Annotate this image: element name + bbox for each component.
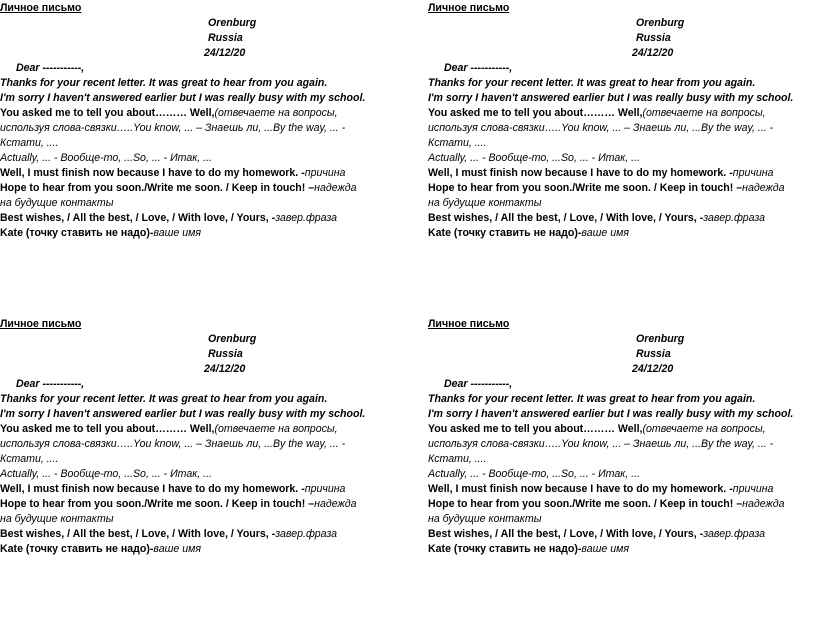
finish-text: Well, I must finish now because I have to do my homework. - (0, 483, 305, 495)
finish-hint: причина (304, 483, 346, 495)
hope-text: Hope to hear from you soon./Write me soon. / Keep in touch! – (0, 182, 315, 194)
greeting: Dear -----------, (16, 62, 85, 74)
hope-hint: надежда (314, 498, 357, 510)
name-hint: ваше имя (153, 543, 202, 555)
linkers-line: используя слова-связки…..You know, ... – Знаешь ли, ...By the way, ... - (0, 438, 346, 450)
name-hint: ваше имя (581, 227, 630, 239)
finish-hint: причина (732, 483, 774, 495)
finish-text: Well, I must finish now because I have to do my homework. - (0, 167, 305, 179)
linkers-line: используя слова-связки…..You know, ... – Знаешь ли, ...By the way, ... - (0, 122, 346, 134)
address-country: Russia (636, 348, 671, 360)
name-hint: ваше имя (153, 227, 202, 239)
finish-line (428, 166, 812, 181)
name-text: Kate (точку ставить не надо)- (428, 543, 582, 555)
thanks-line: Thanks for your recent letter. It was great to hear from you again. (0, 77, 328, 89)
greeting: Dear -----------, (444, 378, 513, 390)
hope-line (428, 181, 812, 196)
letter-template-card (0, 1, 384, 241)
letter-date: 24/12/20 (632, 363, 674, 375)
linkers-line: используя слова-связки…..You know, ... – Знаешь ли, ...By the way, ... - (428, 122, 774, 134)
name-line (0, 226, 384, 241)
sorry-line: I'm sorry I haven't answered earlier but I was really busy with my school. (428, 408, 794, 420)
letter-date: 24/12/20 (204, 363, 246, 375)
address-city: Orenburg (636, 333, 685, 345)
letter-template-card (428, 1, 812, 241)
letter-title: Личное письмо (0, 318, 82, 330)
asked-text: You asked me to tell you about……… Well, (0, 107, 215, 119)
address-country: Russia (208, 348, 243, 360)
linkers-line-2: Кстати, .... (0, 137, 59, 149)
asked-line (0, 106, 384, 121)
letter-template-card (0, 317, 384, 557)
letter-title: Личное письмо (0, 2, 82, 14)
letter-date: 24/12/20 (632, 47, 674, 59)
hope-line-2: на будущие контакты (428, 197, 542, 209)
sorry-line: I'm sorry I haven't answered earlier but I was really busy with my school. (428, 92, 794, 104)
hope-line (0, 497, 384, 512)
finish-line (428, 482, 812, 497)
wishes-line (428, 527, 812, 542)
hope-line (0, 181, 384, 196)
wishes-text: Best wishes, / All the best, / Love, / With love, / Yours, - (428, 528, 704, 540)
actually-line: Actually, ... - Вообще-то, ...So, ... - Итак, ... (0, 468, 212, 480)
wishes-text: Best wishes, / All the best, / Love, / With love, / Yours, - (0, 528, 276, 540)
linkers-line-2: Кстати, .... (428, 137, 487, 149)
asked-line (428, 422, 812, 437)
letter-title: Личное письмо (428, 318, 510, 330)
linkers-line-2: Кстати, .... (0, 453, 59, 465)
finish-hint: причина (304, 167, 346, 179)
asked-line (428, 106, 812, 121)
thanks-line: Thanks for your recent letter. It was great to hear from you again. (428, 393, 756, 405)
wishes-line (428, 211, 812, 226)
address-country: Russia (208, 32, 243, 44)
finish-hint: причина (732, 167, 774, 179)
name-hint: ваше имя (581, 543, 630, 555)
greeting: Dear -----------, (16, 378, 85, 390)
wishes-line (0, 211, 384, 226)
name-line (428, 542, 812, 557)
name-text: Kate (точку ставить не надо)- (0, 227, 154, 239)
address-country: Russia (636, 32, 671, 44)
hope-hint: надежда (742, 498, 785, 510)
hope-line-2: на будущие контакты (0, 513, 114, 525)
asked-line (0, 422, 384, 437)
actually-line: Actually, ... - Вообще-то, ...So, ... - Итак, ... (0, 152, 212, 164)
asked-hint: (отвечаете на вопросы, (642, 423, 766, 435)
wishes-text: Best wishes, / All the best, / Love, / With love, / Yours, - (428, 212, 704, 224)
hope-hint: надежда (742, 182, 785, 194)
wishes-hint: завер.фраза (703, 212, 766, 224)
linkers-line-2: Кстати, .... (428, 453, 487, 465)
asked-text: You asked me to tell you about……… Well, (428, 423, 643, 435)
thanks-line: Thanks for your recent letter. It was great to hear from you again. (0, 393, 328, 405)
hope-text: Hope to hear from you soon./Write me soon. / Keep in touch! – (428, 498, 743, 510)
name-text: Kate (точку ставить не надо)- (428, 227, 582, 239)
hope-hint: надежда (314, 182, 357, 194)
sorry-line: I'm sorry I haven't answered earlier but I was really busy with my school. (0, 408, 366, 420)
wishes-hint: завер.фраза (703, 528, 766, 540)
hope-text: Hope to hear from you soon./Write me soon. / Keep in touch! – (0, 498, 315, 510)
sorry-line: I'm sorry I haven't answered earlier but I was really busy with my school. (0, 92, 366, 104)
asked-hint: (отвечаете на вопросы, (214, 107, 338, 119)
thanks-line: Thanks for your recent letter. It was great to hear from you again. (428, 77, 756, 89)
greeting: Dear -----------, (444, 62, 513, 74)
address-city: Orenburg (208, 17, 257, 29)
asked-text: You asked me to tell you about……… Well, (0, 423, 215, 435)
address-city: Orenburg (208, 333, 257, 345)
name-text: Kate (точку ставить не надо)- (0, 543, 154, 555)
hope-line-2: на будущие контакты (0, 197, 114, 209)
finish-text: Well, I must finish now because I have to do my homework. - (428, 483, 733, 495)
hope-text: Hope to hear from you soon./Write me soon. / Keep in touch! – (428, 182, 743, 194)
letter-date: 24/12/20 (204, 47, 246, 59)
name-line (428, 226, 812, 241)
address-city: Orenburg (636, 17, 685, 29)
asked-text: You asked me to tell you about……… Well, (428, 107, 643, 119)
actually-line: Actually, ... - Вообще-то, ...So, ... - Итак, ... (428, 152, 640, 164)
name-line (0, 542, 384, 557)
wishes-text: Best wishes, / All the best, / Love, / With love, / Yours, - (0, 212, 276, 224)
finish-line (0, 166, 384, 181)
asked-hint: (отвечаете на вопросы, (642, 107, 766, 119)
wishes-hint: завер.фраза (275, 528, 338, 540)
hope-line-2: на будущие контакты (428, 513, 542, 525)
wishes-hint: завер.фраза (275, 212, 338, 224)
wishes-line (0, 527, 384, 542)
asked-hint: (отвечаете на вопросы, (214, 423, 338, 435)
finish-text: Well, I must finish now because I have to do my homework. - (428, 167, 733, 179)
actually-line: Actually, ... - Вообще-то, ...So, ... - Итак, ... (428, 468, 640, 480)
letter-template-card (428, 317, 812, 557)
letter-title: Личное письмо (428, 2, 510, 14)
finish-line (0, 482, 384, 497)
hope-line (428, 497, 812, 512)
linkers-line: используя слова-связки…..You know, ... – Знаешь ли, ...By the way, ... - (428, 438, 774, 450)
